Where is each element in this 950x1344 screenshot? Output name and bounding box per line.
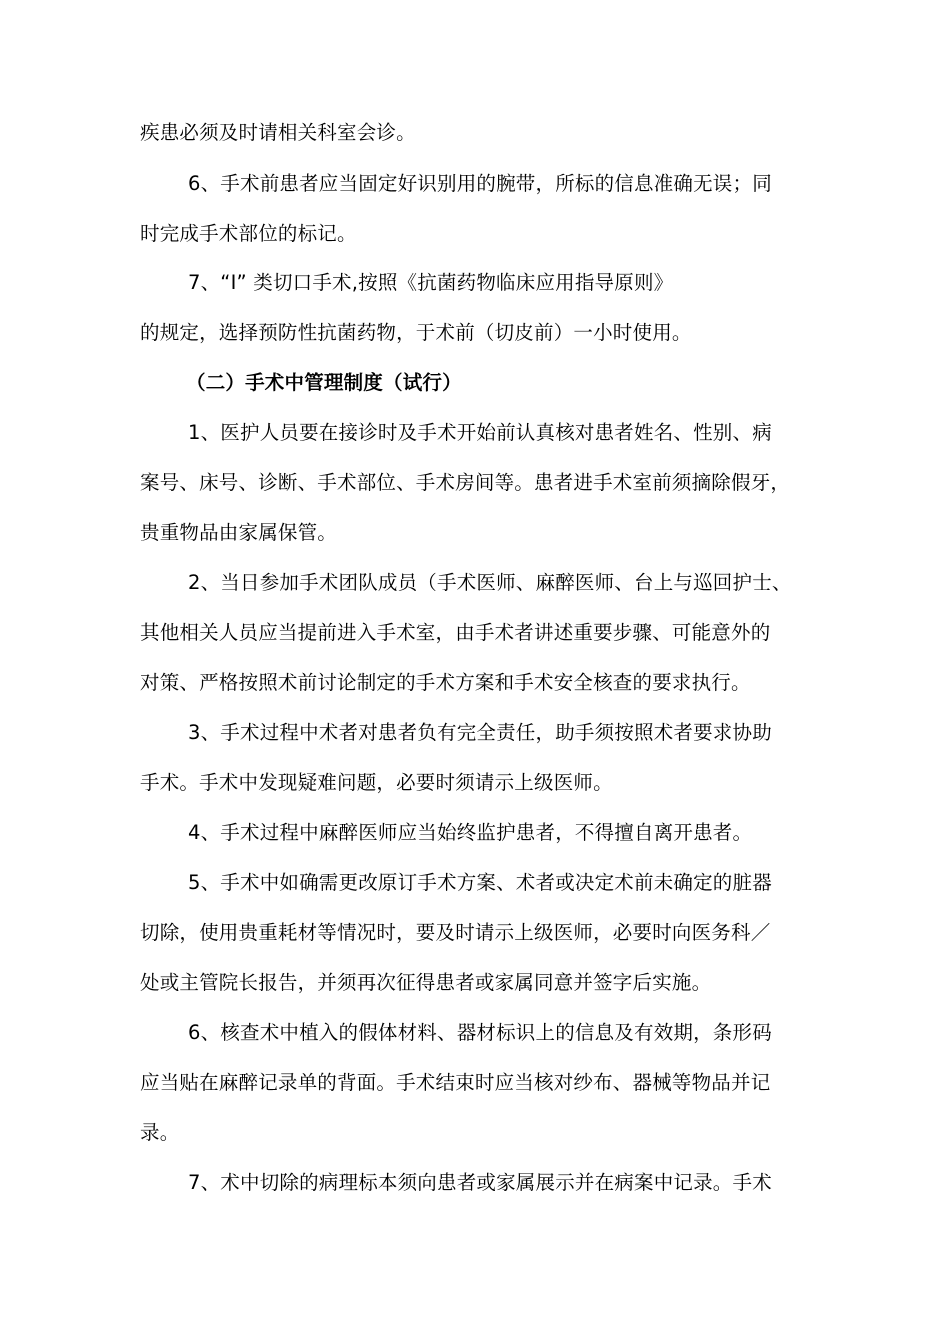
text-line: 1、医护人员要在接诊时及手术开始前认真核对患者姓名、性别、病 [188,421,772,444]
text-line: 录。 [140,1121,180,1144]
text-line: 3、手术过程中术者对患者负有完全责任，助手须按照术者要求协助 [188,721,772,744]
section-heading: （二）手术中管理制度（试行） [186,371,462,394]
text-line: 其他相关人员应当提前进入手术室，由手术者讲述重要步骤、可能意外的 [140,621,771,644]
text-line: 贵重物品由家属保管。 [140,521,338,544]
text-line: 6、核查术中植入的假体材料、器材标识上的信息及有效期，条形码 [188,1021,772,1044]
text-line: 的规定，选择预防性抗菌药物，于术前（切皮前）一小时使用。 [140,321,692,344]
text-line: 疾患必须及时请相关科室会诊。 [140,121,416,144]
text-line: 时完成手术部位的标记。 [140,222,357,245]
text-line: 7、“I” 类切口手术,按照《抗菌药物临床应用指导原则》 [188,271,674,294]
text-line: 对策、严格按照术前讨论制定的手术方案和手术安全核查的要求执行。 [140,671,751,694]
text-line: 4、手术过程中麻醉医师应当始终监护患者，不得擅自离开患者。 [188,821,753,844]
text-line: 6、手术前患者应当固定好识别用的腕带，所标的信息准确无误；同 [188,172,772,195]
text-line: 处或主管院长报告，并须再次征得患者或家属同意并签字后实施。 [140,971,712,994]
text-line: 应当贴在麻醉记录单的背面。手术结束时应当核对纱布、器械等物品并记 [140,1071,771,1094]
text-line: 7、术中切除的病理标本须向患者或家属展示并在病案中记录。手术 [188,1171,772,1194]
text-line: 手术。手术中发现疑难问题，必要时须请示上级医师。 [140,771,613,794]
text-line: 5、手术中如确需更改原订手术方案、术者或决定术前未确定的脏器 [188,871,772,894]
text-line: 案号、床号、诊断、手术部位、手术房间等。患者进手术室前须摘除假牙， [140,471,791,494]
text-line: 切除，使用贵重耗材等情况时，要及时请示上级医师，必要时向医务科／ [140,921,771,944]
text-line: 2、当日参加手术团队成员（手术医师、麻醉医师、台上与巡回护士、 [188,571,792,594]
